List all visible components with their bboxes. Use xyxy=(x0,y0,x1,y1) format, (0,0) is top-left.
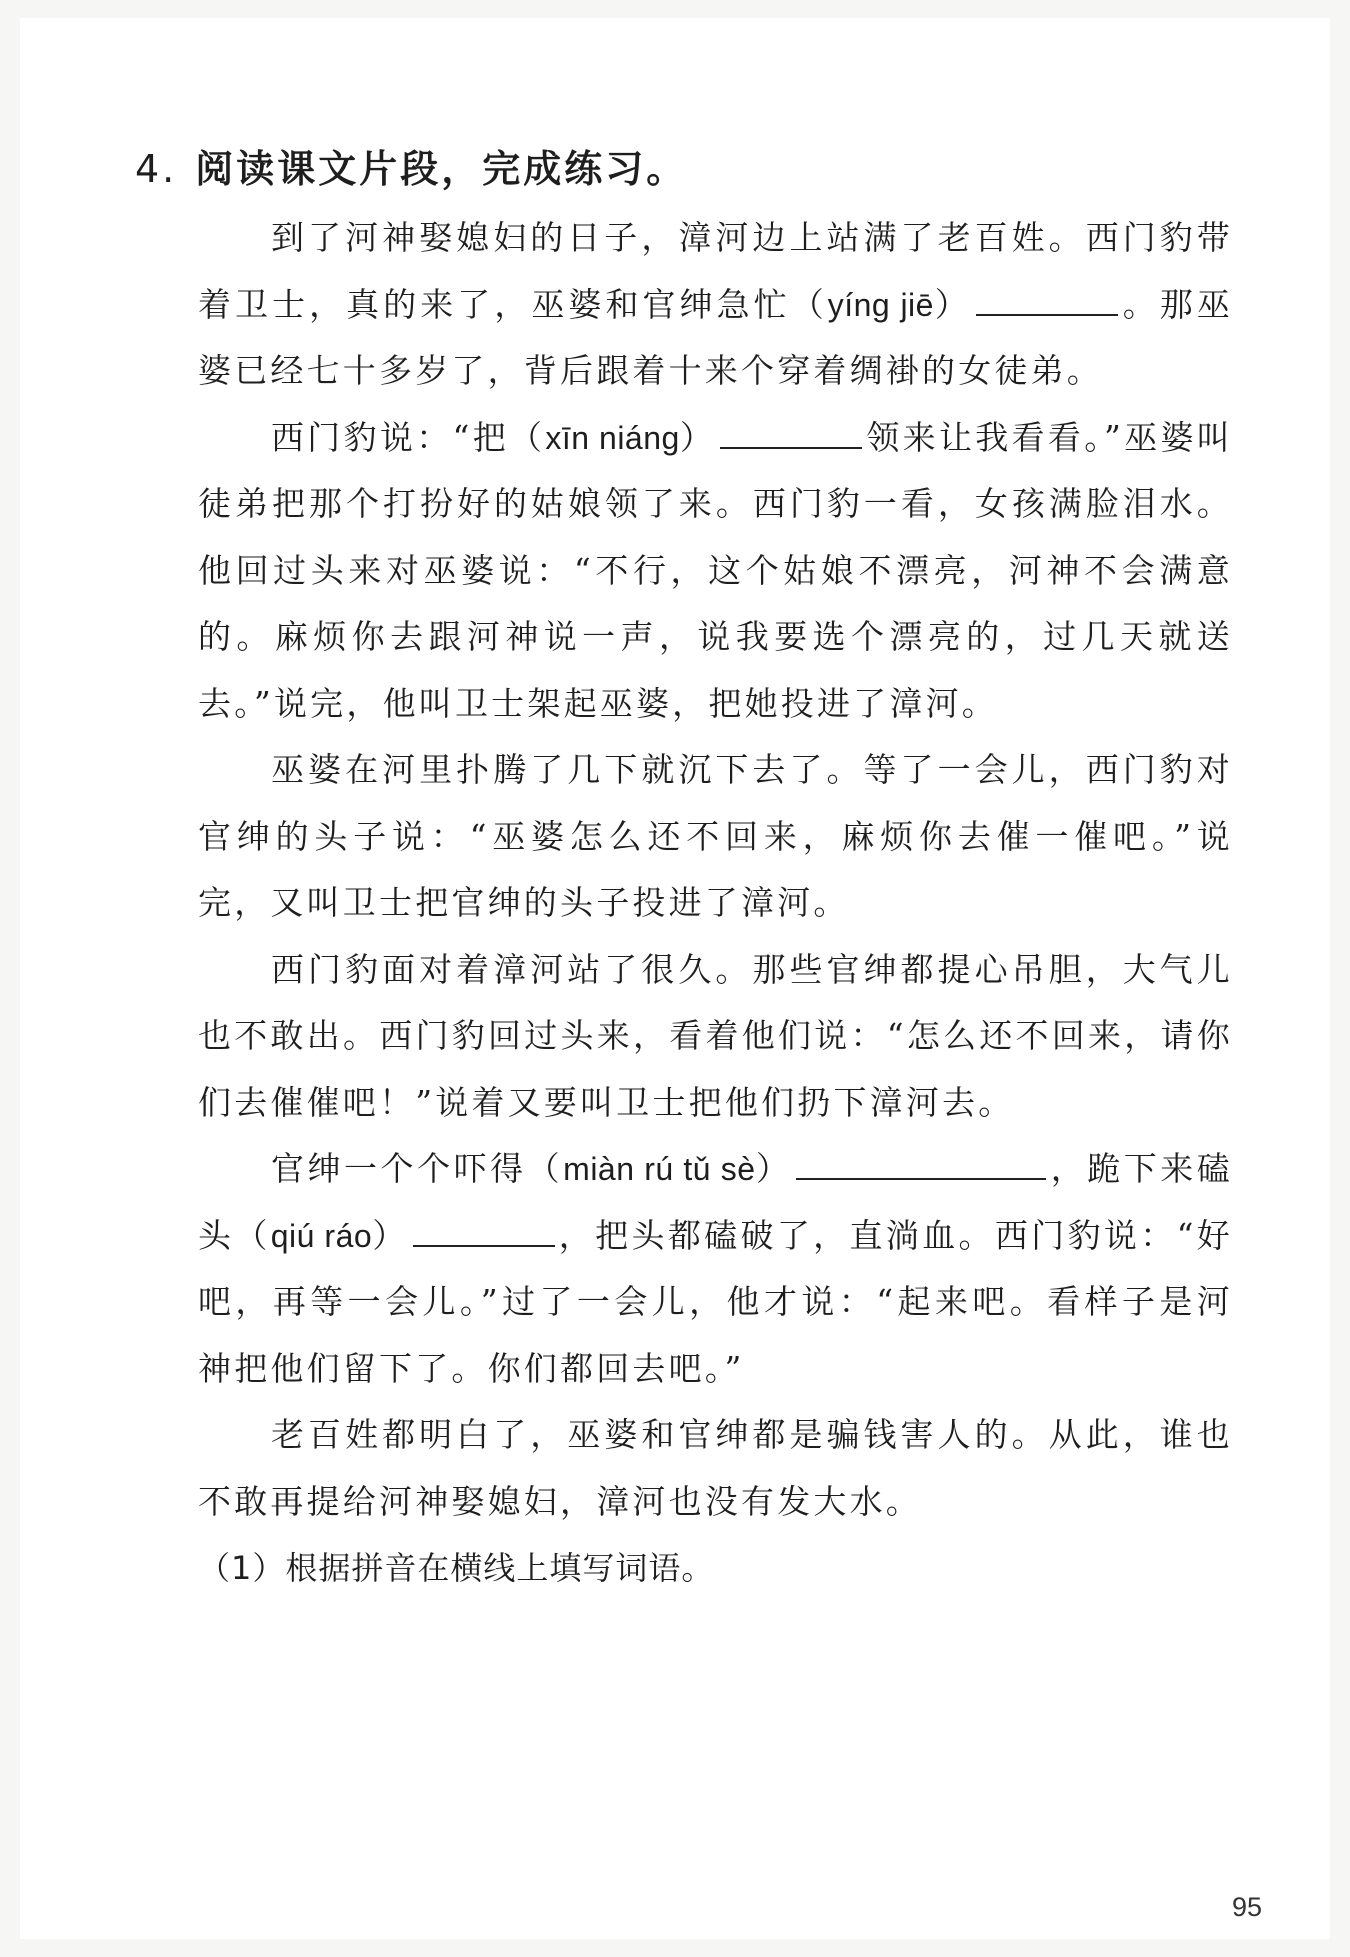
question-heading xyxy=(135,138,687,193)
paragraph-4: 西门豹面对着漳河站了很久。那些官绅都提心吊胆，大气儿也不敢出。西门豹回过头来，看着他们说：“怎么还不回来，请你们去催催吧！”说着又要叫卫士把他们扔下漳河去。 xyxy=(198,949,1233,1122)
answer-blank[interactable] xyxy=(796,1150,1046,1180)
text-segment: ，跪下来磕头（ xyxy=(198,1149,1234,1255)
text-segment: 西门豹说：“把（ xyxy=(271,417,546,457)
sub-question: （1）根据拼音在横线上填写词语。 xyxy=(198,1549,715,1587)
text-segment: ） xyxy=(372,1215,409,1255)
text-segment: ） xyxy=(933,284,972,324)
text-segment: 。那巫婆已经七十多岁了，背后跟着十来个穿着绸褂的女徒弟。 xyxy=(198,284,1233,390)
answer-blank[interactable] xyxy=(976,286,1118,316)
text-segment: ） xyxy=(755,1149,793,1188)
pinyin-hint: miàn rú tǔ sè xyxy=(563,1151,756,1187)
paragraph-5 xyxy=(198,1136,1233,1402)
text-segment: 到了河神娶媳妇的日子，漳河边上站满了老百姓。西门豹带着卫士，真的来了，巫婆和官绅急忙（ xyxy=(198,218,1233,324)
text-segment: ） xyxy=(679,417,717,457)
pinyin-hint: qiú ráo xyxy=(270,1217,373,1254)
answer-blank[interactable] xyxy=(413,1217,555,1247)
paragraph-3: 巫婆在河里扑腾了几下就沉下去了。等了一会儿，西门豹对官绅的头子说：“巫婆怎么还不回来，麻烦你去催一催吧。”说完，又叫卫士把官绅的头子投进了漳河。 xyxy=(198,750,1233,922)
question-title: 阅读课文片段，完成练习。 xyxy=(195,147,688,191)
paragraph-6: 老百姓都明白了，巫婆和官绅都是骗钱害人的。从此，谁也不敢再提给河神娶媳妇，漳河也没有发大水。 xyxy=(198,1415,1233,1521)
answer-blank[interactable] xyxy=(720,419,862,449)
reading-passage xyxy=(198,205,1233,1602)
paragraph-2 xyxy=(198,405,1233,738)
text-segment: 官绅一个个吓得（ xyxy=(271,1149,564,1188)
text-segment: ，把头都磕破了，直淌血。西门豹说：“好吧，再等一会儿。”过了一会儿，他才说：“起来吧。看样子是河神把他们留下了。你们都回去吧。” xyxy=(198,1215,1233,1388)
pinyin-hint: xīn niáng xyxy=(545,419,680,456)
text-segment: 领来让我看看。”巫婆叫徒弟把那个打扮好的姑娘领了来。西门豹一看，女孩满脸泪水。他回过头来对巫婆说：“不行，这个姑娘不漂亮，河神不会满意的。麻烦你去跟河神说一声，说我要选个漂亮的，过几天就送去。”说完，他叫卫士架起巫婆，把她投进了漳河。 xyxy=(198,417,1234,723)
paragraph-1 xyxy=(198,205,1233,405)
page-number: 95 xyxy=(1232,1892,1263,1922)
question-number: 4. xyxy=(135,147,178,191)
pinyin-hint: yíng jiē xyxy=(827,286,934,323)
